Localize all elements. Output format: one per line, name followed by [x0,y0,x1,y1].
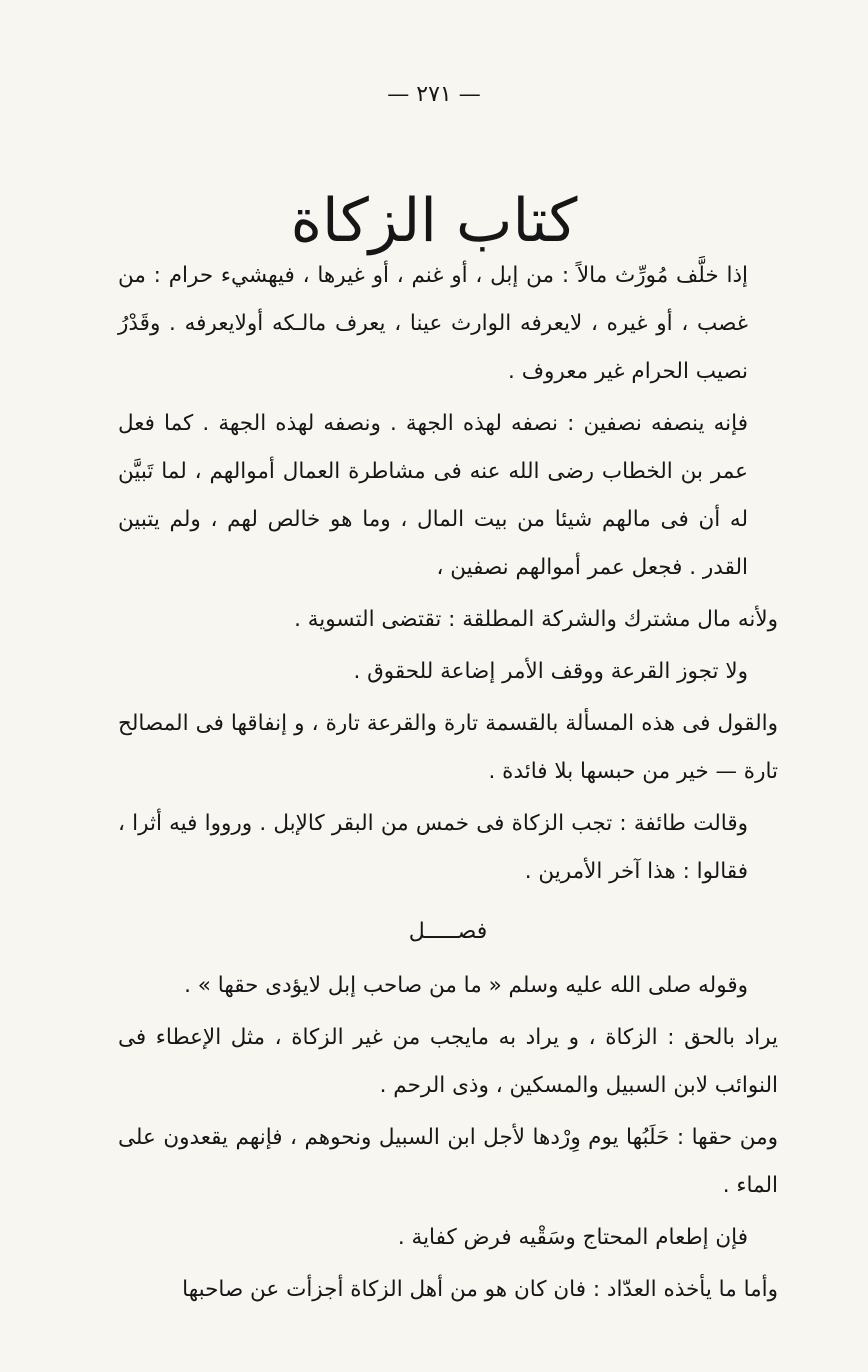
page-number: — ٢٧١ — [387,82,481,107]
paragraph: ولا تجوز القرعة ووقف الأمر إضاعة للحقوق . [353,659,748,684]
section-heading: فصـــــل [408,919,488,944]
paragraph: ولأنه مال مشترك والشركة المطلقة : تقتضى التسوية . [294,607,778,632]
paragraph: وأما ما يأخذه العدّاد : فان كان هو من أهل الزكاة أجزأت عن صاحبها [182,1277,778,1302]
paragraph: والقول فى هذه المسألة بالقسمة تارة والقرعة تارة ، و إنفاقها فى المصالح تارة — خير من حبسها بلا فائدة . [118,711,778,784]
paragraph: إذا خلَّف مُورِّث مالاً : من إبل ، أو غنم ، أو غيرها ، فيهشيء حرام : من غصب ، أو غيره ، لايعرفه الوارث عينا ، يعرف مالـكه أولايعرفه . وقَدْرُ نصيب الحرام غير معروف . [118,263,748,384]
paragraph: ومن حقها : حَلَبُها يوم وِرْدها لأجل ابن السبيل ونحوهم ، فإنهم يقعدون على الماء . [118,1125,778,1198]
paragraph: يراد بالحق : الزكاة ، و يراد به مايجب من غير الزكاة ، مثل الإعطاء فى النوائب لابن السبيل والمسكين ، وذى الرحم . [118,1025,778,1098]
body-text [118,252,778,1318]
paragraph: وقوله صلى الله عليه وسلم « ما من صاحب إبل لايؤدى حقها » . [184,973,748,998]
paragraph: وقالت طائفة : تجب الزكاة فى خمس من البقر كالإبل . ورووا فيه أثرا ، فقالوا : هذا آخر الأمرين . [118,811,748,884]
chapter-title: كتاب الزكاة [290,186,578,257]
paragraph: فإنه ينصفه نصفين : نصفه لهذه الجهة . ونصفه لهذه الجهة . كما فعل عمر بن الخطاب رضى الله عنه فى مشاطرة العمال أموالهم ، لما تَبيَّن له أن فى مالهم شيئا من بيت المال ، وما هو خالص لهم ، ولم يتبين القدر . فجعل عمر أموالهم نصفين ، [118,411,748,580]
paragraph: فإن إطعام المحتاج وسَقْيه فرض كفاية . [397,1225,748,1250]
